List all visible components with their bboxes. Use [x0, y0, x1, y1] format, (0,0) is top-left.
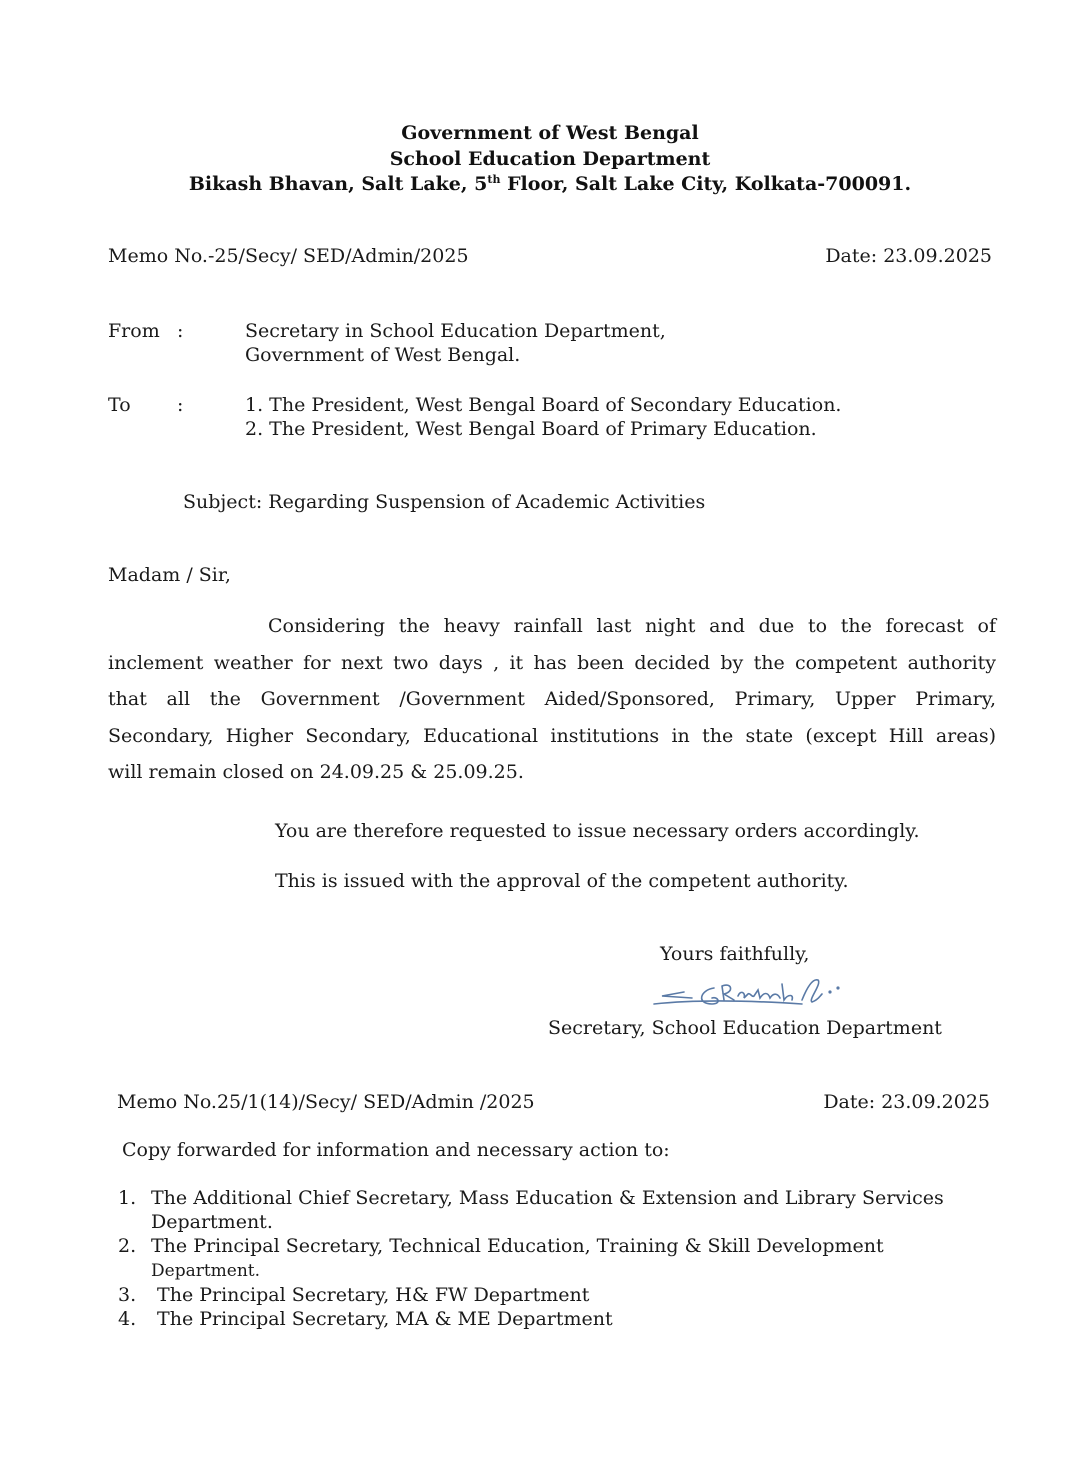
to-line-1: 1. The President, West Bengal Board of Secondary Education.	[245, 394, 842, 416]
copy-recipient-list	[118, 1186, 998, 1331]
list-item-text: The Principal Secretary, MA & ME Department	[151, 1308, 613, 1330]
list-item-continuation: Department.	[151, 1211, 273, 1233]
list-item-number: 1.	[118, 1187, 137, 1209]
copy-forward-intro: Copy forwarded for information and necessary action to:	[122, 1139, 670, 1161]
list-item-text: The Principal Secretary, H& FW Department	[151, 1284, 590, 1306]
list-item	[118, 1234, 998, 1283]
copy-memo-number: Memo No.25/1(14)/Secy/ SED/Admin /2025	[117, 1091, 535, 1113]
copy-memo-date: Date: 23.09.2025	[823, 1091, 990, 1113]
memo-number: Memo No.-25/Secy/ SED/Admin/2025	[108, 245, 469, 267]
address-ordinal: th	[487, 173, 501, 186]
list-item-body	[151, 1234, 998, 1283]
memo-date: Date: 23.09.2025	[825, 245, 992, 267]
from-line-1: Secretary in School Education Department,	[245, 320, 666, 342]
list-item	[118, 1307, 998, 1331]
salutation: Madam / Sir,	[108, 564, 231, 586]
letterhead-address	[0, 173, 1080, 195]
list-item-body	[151, 1186, 998, 1234]
body-line: that all the Government /Government Aided/Sponsored, Primary, Upper Primary,	[108, 688, 996, 710]
from-label: From	[108, 320, 160, 342]
list-item	[118, 1186, 998, 1234]
list-item-number: 2.	[118, 1235, 137, 1257]
body-line: inclement weather for next two days , it has been decided by the competent authority	[108, 651, 996, 674]
to-label: To	[108, 394, 131, 416]
signatory-designation: Secretary, School Education Department	[548, 1017, 942, 1039]
list-item-text: The Additional Chief Secretary, Mass Education & Extension and Library Services	[151, 1187, 944, 1209]
list-item-continuation: Department.	[151, 1261, 261, 1281]
to-colon: :	[177, 394, 184, 416]
list-item-text: The Principal Secretary, Technical Education, Training & Skill Development	[151, 1235, 884, 1257]
body-line: Considering the heavy rainfall last night and due to the forecast of	[268, 615, 996, 637]
from-colon: :	[177, 320, 184, 342]
list-item	[118, 1283, 998, 1307]
subject-line: Subject: Regarding Suspension of Academic Activities	[183, 491, 706, 513]
body-line: Secondary, Higher Secondary, Educational institutions in the state (except Hill areas)	[108, 724, 996, 747]
request-sentence: You are therefore requested to issue necessary orders accordingly.	[275, 820, 920, 842]
body-line: will remain closed on 24.09.25 & 25.09.25.	[108, 761, 524, 783]
list-item-number: 3.	[118, 1284, 137, 1306]
address-part-2: Floor, Salt Lake City, Kolkata-700091.	[500, 173, 912, 195]
approval-sentence: This is issued with the approval of the competent authority.	[275, 870, 849, 892]
letterhead-government: Government of West Bengal	[401, 122, 699, 144]
list-item-number: 4.	[118, 1308, 137, 1330]
signature-icon	[652, 970, 852, 1015]
from-line-2: Government of West Bengal.	[245, 344, 521, 366]
address-part-1: Bikash Bhavan, Salt Lake, 5	[188, 173, 488, 195]
body-paragraph	[108, 608, 996, 791]
valediction: Yours faithfully,	[660, 943, 810, 965]
to-line-2: 2. The President, West Bengal Board of Primary Education.	[245, 418, 817, 440]
letterhead-department: School Education Department	[389, 148, 711, 170]
